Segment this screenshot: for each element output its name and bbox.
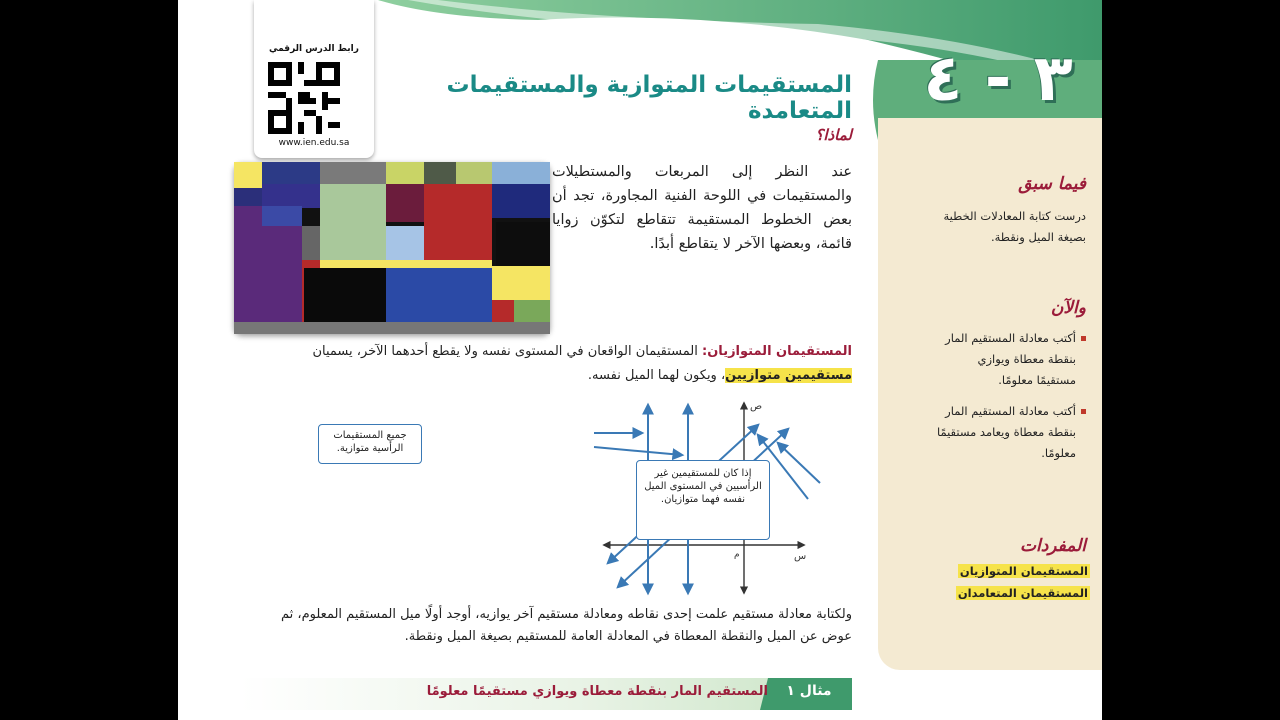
qr-url[interactable]: www.ien.edu.sa (278, 138, 350, 148)
qr-code-icon[interactable] (268, 62, 340, 134)
parallel-lines-definition (278, 340, 852, 388)
textbook-page (178, 0, 1102, 720)
why-paragraph: عند النظر إلى المربعات والمستطيلات والمستقيمات في اللوحة الفنية المجاورة، تجد أن بعض الخطوط المستقيمة تتقاطع لتكوّن زوايا قائمة، وبعضها الآخر لا يتقاطع أبدًا. (552, 164, 852, 252)
qr-caption: رابط الدرس الرقمي (269, 44, 359, 54)
qr-code-box[interactable] (254, 0, 374, 158)
callout-right-arrow-2 (778, 443, 820, 483)
definition-text: المستقيمان الواقعان في المستوى نفسه ولا يقطع أحدهما الآخر، يسميان (312, 344, 698, 359)
origin-label: م (734, 550, 740, 560)
lesson-title: المستقيمات المتوازية والمستقيمات المتعامدة (446, 72, 852, 124)
example-title: المستقيم المار بنقطة معطاة ويوازي مستقيمًا معلومًا (426, 684, 768, 699)
now-objectives-list (936, 328, 1086, 474)
objective-item: أكتب معادلة المستقيم المار بنقطة معطاة ويعامد مستقيمًا معلومًا. (936, 401, 1086, 464)
definition-highlight: مستقيمين متوازيين (725, 368, 852, 383)
callout-left-arrow-2 (594, 447, 682, 455)
previous-heading: فيما سبق (1018, 174, 1086, 194)
callout-left-text: جميع المستقيمات الرأسية متوازية. (333, 430, 407, 454)
previous-text: درست كتابة المعادلات الخطية بصيغة الميل ونقطة. (943, 209, 1086, 244)
callout-right-text: إذا كان للمستقيمين غير الرأسيين في المستوى الميل نفسه فهما متوازيان. (644, 468, 762, 505)
objective-item: أكتب معادلة المستقيم المار بنقطة معطاة ويوازي مستقيمًا معلومًا. (936, 328, 1086, 391)
vocab-term-perpendicular: المستقيمان المتعامدان (957, 586, 1088, 600)
same-slope-callout (636, 460, 770, 540)
vocabulary-heading: المفردات (1019, 536, 1086, 556)
example-label: مثال ١ (786, 683, 832, 699)
definition-term: المستقيمان المتوازيان: (702, 344, 852, 359)
why-heading: لماذا؟ (815, 126, 852, 144)
lesson-number: ٣ - ٤ (923, 42, 1073, 116)
vertical-lines-callout (318, 424, 422, 464)
abstract-artwork-image (234, 162, 550, 334)
y-axis-label: ص (750, 401, 763, 412)
vocab-term-parallel: المستقيمان المتوازيان (959, 564, 1088, 578)
x-axis-label: س (794, 551, 807, 562)
now-heading: والآن (1050, 298, 1086, 318)
definition-text-end: ، ويكون لهما الميل نفسه. (587, 368, 726, 383)
writing-equation-paragraph: ولكتابة معادلة مستقيم علمت إحدى نقاطه ومعادلة مستقيم آخر يوازيه، أوجد أولًا ميل المستقيم المعلوم، ثم عوض عن الميل والنقطة المعطاة في المعادلة العامة للمستقيم بصيغة الميل ونقطة. (281, 607, 852, 644)
